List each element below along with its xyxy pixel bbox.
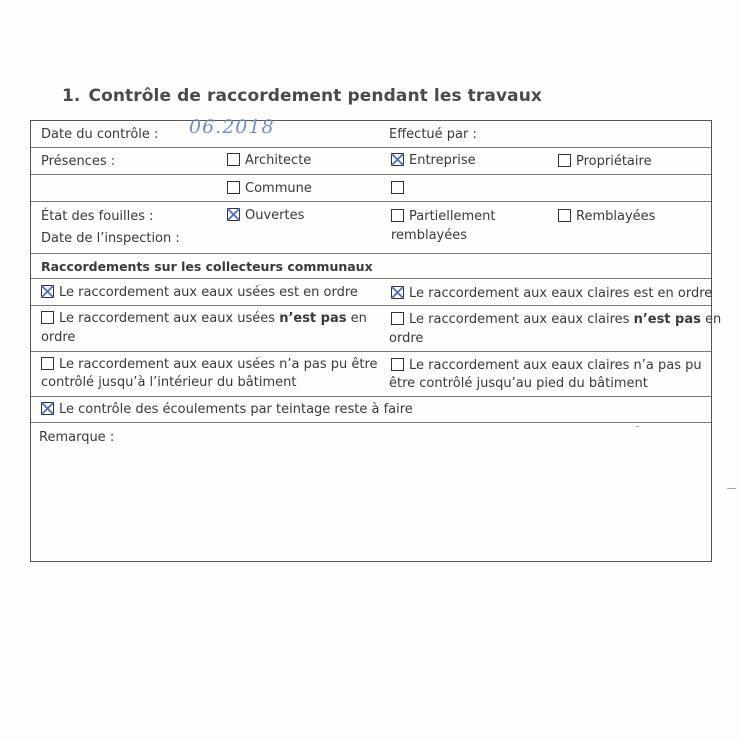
claires-nok-prefix: Le raccordement aux eaux claires [409, 312, 634, 327]
section-number: 1. [62, 86, 81, 106]
claires-ok-label: Le raccordement aux eaux claires est en ordre [409, 286, 713, 301]
option-claires-ok[interactable] [391, 285, 712, 302]
partiellement-label: Partiellement [409, 209, 496, 224]
usees-nok-suffix: en [346, 311, 367, 326]
row-presences-2 [31, 175, 711, 202]
checkbox-commune[interactable] [227, 181, 240, 194]
teintage-label: Le contrôle des écoulements par teintage reste à faire [59, 402, 413, 417]
checkbox-remblayees[interactable] [558, 209, 571, 222]
remblayees-line2: remblayées [391, 228, 468, 243]
check-mark-icon [40, 284, 55, 299]
usees-nok-prefix: Le raccordement aux eaux usées [59, 311, 280, 326]
effectue-par-label: Effectué par : [389, 127, 477, 142]
architecte-label: Architecte [245, 153, 312, 168]
presences-label: Présences : [41, 154, 116, 169]
checkbox-ouvertes[interactable] [227, 208, 240, 221]
section-title [62, 86, 542, 106]
option-usees-ok[interactable] [41, 284, 358, 301]
checkbox-claires-nok[interactable] [391, 312, 404, 325]
option-partiellement[interactable] [391, 208, 496, 225]
option-teintage[interactable] [41, 401, 413, 418]
row-fouilles [31, 202, 711, 254]
checkbox-usees-nc[interactable] [41, 357, 54, 370]
checkbox-teintage[interactable] [41, 402, 54, 415]
etat-fouilles-label: État des fouilles : [41, 209, 154, 224]
control-form [30, 116, 722, 562]
checkbox-proprietaire[interactable] [558, 154, 571, 167]
claires-nc-line2: être contrôlé jusqu’au pied du bâtiment [389, 376, 648, 391]
option-other[interactable] [391, 180, 409, 197]
ouvertes-label: Ouvertes [245, 208, 305, 223]
commune-label: Commune [245, 181, 312, 196]
option-usees-nc[interactable] [41, 356, 378, 373]
usees-ok-label: Le raccordement aux eaux usées est en ordre [59, 285, 358, 300]
claires-nok-suffix: en [700, 312, 722, 327]
row-date [31, 116, 711, 148]
section-title-text: Contrôle de raccordement pendant les travaux [88, 86, 542, 106]
row-raccordements-heading [31, 254, 711, 279]
entreprise-label: Entreprise [409, 153, 476, 168]
checkbox-claires-ok[interactable] [391, 286, 404, 299]
option-usees-nok[interactable] [41, 310, 367, 327]
check-mark-icon [390, 152, 405, 167]
raccordements-heading: Raccordements sur les collecteurs communaux [41, 259, 373, 274]
check-mark-icon [40, 401, 55, 416]
checkbox-usees-ok[interactable] [41, 285, 54, 298]
usees-nok-line2: ordre [41, 330, 76, 345]
usees-nc-line2: contrôlé jusqu’à l’intérieur du bâtiment [41, 375, 297, 390]
checkbox-usees-nok[interactable] [41, 311, 54, 324]
row-teintage [31, 397, 711, 423]
option-claires-nok[interactable] [391, 311, 721, 328]
row-presences [31, 148, 711, 175]
claires-nok-emph: n’est pas [633, 312, 701, 327]
usees-nok-emph: n’est pas [279, 311, 347, 326]
scan-mark [727, 488, 736, 489]
checkbox-claires-nc[interactable] [391, 358, 404, 371]
checkbox-other[interactable] [391, 181, 404, 194]
scan-mark [636, 426, 639, 427]
row-remarque[interactable] [31, 423, 711, 561]
option-ouvertes[interactable] [227, 207, 304, 224]
row-non-controle [31, 352, 711, 397]
claires-nc-line1: Le raccordement aux eaux claires n’a pas pu [409, 358, 702, 373]
option-commune[interactable] [227, 180, 312, 197]
option-remblayees[interactable] [558, 208, 655, 225]
option-entreprise[interactable] [391, 152, 476, 169]
option-proprietaire[interactable] [558, 153, 652, 170]
checkbox-entreprise[interactable] [391, 153, 404, 166]
check-mark-icon [390, 285, 405, 300]
checkbox-architecte[interactable] [227, 153, 240, 166]
option-architecte[interactable] [227, 152, 311, 169]
row-pas-en-ordre [31, 306, 722, 352]
checkbox-partiellement[interactable] [391, 209, 404, 222]
option-claires-nc[interactable] [391, 357, 702, 374]
row-en-ordre [31, 279, 711, 306]
proprietaire-label: Propriétaire [576, 154, 652, 169]
claires-nok-line2: ordre [389, 331, 424, 346]
remblayees-label: Remblayées [576, 209, 656, 224]
date-controle-value[interactable]: 06.2018 [189, 116, 275, 138]
remarque-label: Remarque : [39, 430, 115, 445]
usees-nc-line1: Le raccordement aux eaux usées n’a pas pu être [59, 357, 378, 372]
check-mark-icon [226, 207, 241, 222]
date-controle-label: Date du contrôle : [41, 127, 159, 142]
date-inspection-label: Date de l’inspection : [41, 231, 180, 246]
